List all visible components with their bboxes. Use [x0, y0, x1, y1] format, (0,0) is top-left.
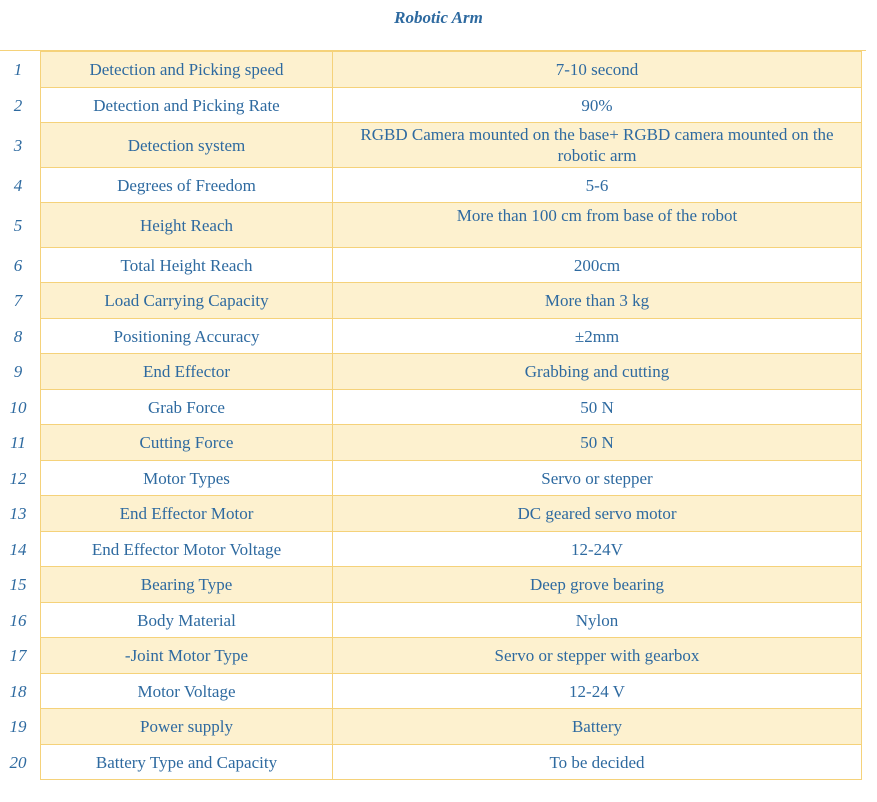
row-number: 2 — [0, 88, 41, 123]
row-value: RGBD Camera mounted on the base+ RGBD camera mounted on the robotic arm — [333, 123, 862, 168]
table-row — [0, 461, 862, 496]
row-number: 19 — [0, 709, 41, 745]
row-value: 7-10 second — [333, 52, 862, 88]
row-label: -Joint Motor Type — [41, 638, 333, 674]
row-value: More than 3 kg — [333, 283, 862, 319]
row-label: Power supply — [41, 709, 333, 745]
row-value: More than 100 cm from base of the robot — [333, 203, 862, 248]
row-label: Load Carrying Capacity — [41, 283, 333, 319]
table-row — [0, 88, 862, 123]
table-row — [0, 603, 862, 638]
row-number: 5 — [0, 203, 41, 248]
row-number: 11 — [0, 425, 41, 461]
row-number: 10 — [0, 390, 41, 425]
row-value: DC geared servo motor — [333, 496, 862, 532]
table-row — [0, 283, 862, 319]
table-row — [0, 532, 862, 567]
row-value: Battery — [333, 709, 862, 745]
row-number: 9 — [0, 354, 41, 390]
row-number: 13 — [0, 496, 41, 532]
table-row — [0, 319, 862, 354]
table-row — [0, 638, 862, 674]
table-row — [0, 390, 862, 425]
row-label: Motor Voltage — [41, 674, 333, 709]
row-label: Total Height Reach — [41, 248, 333, 283]
row-value: 200cm — [333, 248, 862, 283]
row-number: 6 — [0, 248, 41, 283]
row-number: 16 — [0, 603, 41, 638]
spec-table — [0, 51, 862, 780]
row-number: 7 — [0, 283, 41, 319]
row-value: 90% — [333, 88, 862, 123]
row-number: 8 — [0, 319, 41, 354]
row-label: Height Reach — [41, 203, 333, 248]
row-label: Body Material — [41, 603, 333, 638]
row-number: 1 — [0, 52, 41, 88]
row-label: Cutting Force — [41, 425, 333, 461]
row-value: To be decided — [333, 745, 862, 780]
row-value: 50 N — [333, 390, 862, 425]
table-row — [0, 248, 862, 283]
row-value: 12-24 V — [333, 674, 862, 709]
row-label: Detection and Picking Rate — [41, 88, 333, 123]
row-number: 20 — [0, 745, 41, 780]
table-title: Robotic Arm — [394, 8, 483, 27]
table-row — [0, 168, 862, 203]
row-value: Grabbing and cutting — [333, 354, 862, 390]
row-number: 3 — [0, 123, 41, 168]
row-value: ±2mm — [333, 319, 862, 354]
row-number: 14 — [0, 532, 41, 567]
row-value: Servo or stepper — [333, 461, 862, 496]
row-label: Motor Types — [41, 461, 333, 496]
row-number: 17 — [0, 638, 41, 674]
row-label: End Effector Motor — [41, 496, 333, 532]
table-row — [0, 203, 862, 248]
row-number: 12 — [0, 461, 41, 496]
row-label: Degrees of Freedom — [41, 168, 333, 203]
table-row — [0, 674, 862, 709]
table-row — [0, 567, 862, 603]
row-label: Grab Force — [41, 390, 333, 425]
table-row — [0, 52, 862, 88]
row-label: Detection and Picking speed — [41, 52, 333, 88]
table-row — [0, 709, 862, 745]
table-row — [0, 123, 862, 168]
row-label: End Effector — [41, 354, 333, 390]
row-number: 4 — [0, 168, 41, 203]
table-row — [0, 425, 862, 461]
table-row — [0, 354, 862, 390]
row-label: Detection system — [41, 123, 333, 168]
row-label: Bearing Type — [41, 567, 333, 603]
row-value: Deep grove bearing — [333, 567, 862, 603]
row-value: 12-24V — [333, 532, 862, 567]
row-value: 50 N — [333, 425, 862, 461]
row-label: Positioning Accuracy — [41, 319, 333, 354]
row-value: Nylon — [333, 603, 862, 638]
row-label: End Effector Motor Voltage — [41, 532, 333, 567]
row-number: 15 — [0, 567, 41, 603]
row-label: Battery Type and Capacity — [41, 745, 333, 780]
row-value: Servo or stepper with gearbox — [333, 638, 862, 674]
row-value: 5-6 — [333, 168, 862, 203]
row-number: 18 — [0, 674, 41, 709]
table-row — [0, 496, 862, 532]
table-row — [0, 745, 862, 780]
